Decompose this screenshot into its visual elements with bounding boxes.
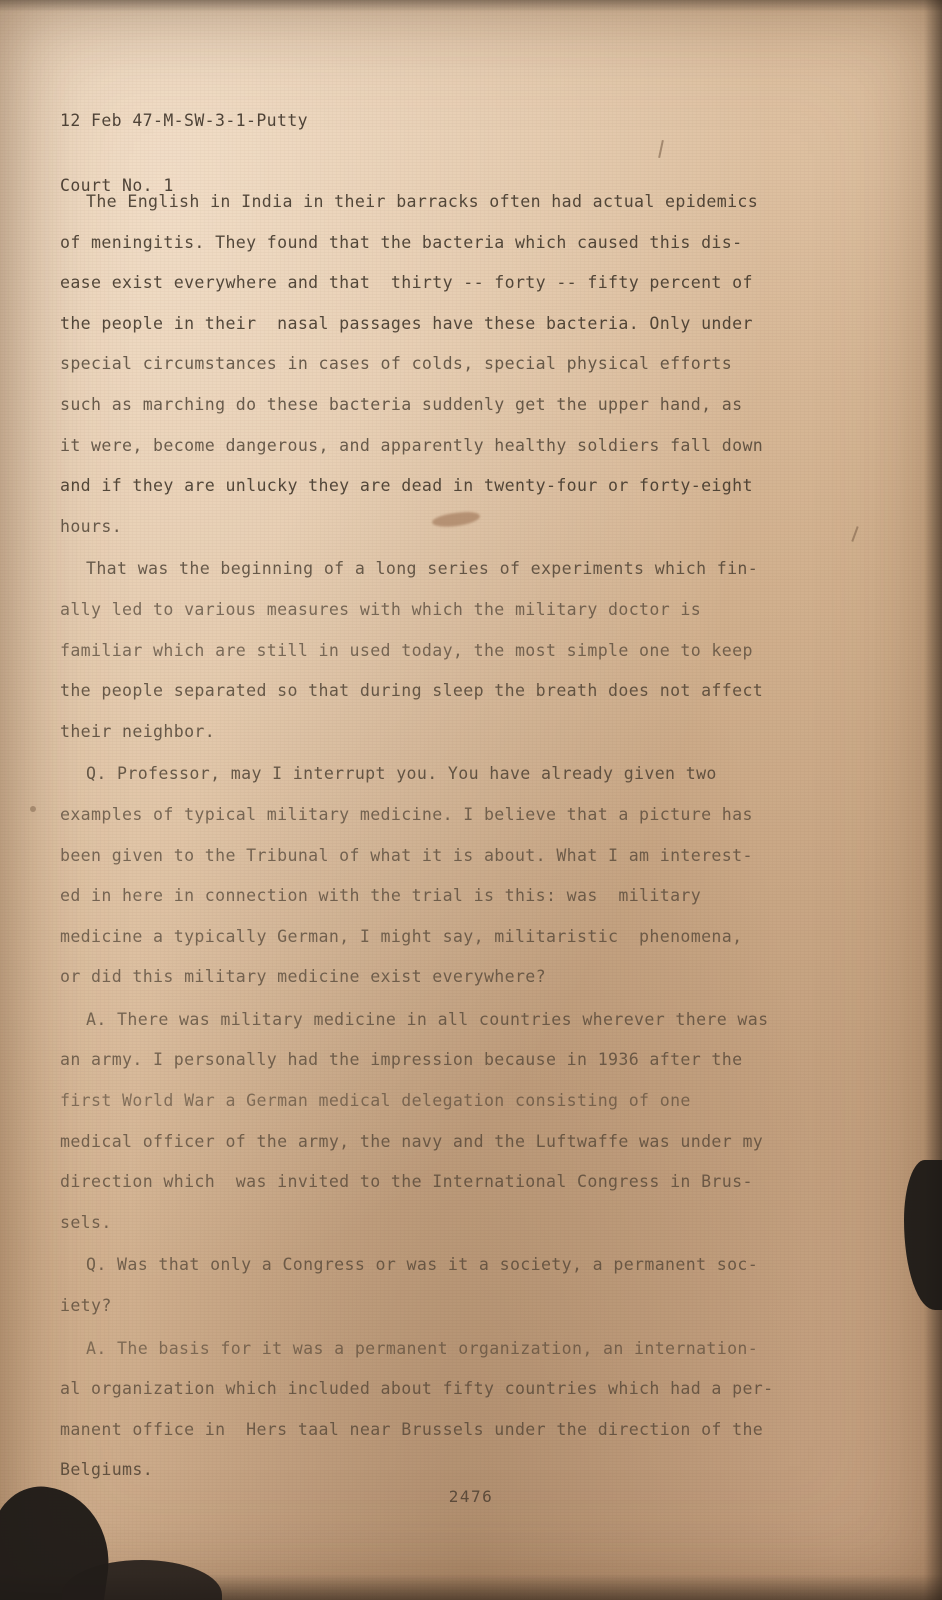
header-line-court: Court No. 1 [60, 175, 174, 195]
paragraph [60, 182, 890, 547]
text-line: A. There was military medicine in all countries wherever there was [86, 1009, 769, 1029]
text-line: The English in India in their barracks often had actual epidemics [86, 192, 759, 211]
text-line: it were, become dangerous, and apparently healthy soldiers fall down [60, 435, 764, 455]
text-line: the people separated so that during sleep the breath does not affect [60, 681, 764, 701]
text-line: hours. [60, 516, 123, 536]
text-line: Q. Was that only a Congress or was it a society, a permanent soc- [86, 1255, 759, 1275]
paragraph [60, 1245, 890, 1326]
text-line: examples of typical military medicine. I believe that a picture has [60, 804, 753, 824]
text-line: special circumstances in cases of colds, special physical efforts [60, 354, 733, 374]
text-line: al organization which included about fifty countries which had a per- [60, 1379, 774, 1399]
text-line: Belgiums. [60, 1460, 154, 1480]
text-line: medical officer of the army, the navy and the Luftwaffe was under my [60, 1131, 764, 1151]
paragraph [60, 754, 890, 998]
scan-edge-shadow-top [0, 0, 942, 12]
text-line: ally led to various measures with which the military doctor is [60, 599, 702, 619]
text-line: That was the beginning of a long series of experiments which fin- [86, 559, 759, 579]
text-line: manent office in Hers taal near Brussels under the direction of the [60, 1419, 764, 1439]
text-line: and if they are unlucky they are dead in twenty-four or forty-eight [60, 476, 753, 496]
text-line: iety? [60, 1296, 112, 1316]
text-line: ed in here in connection with the trial is this: was military [60, 886, 702, 906]
scan-edge-shadow-right [924, 0, 942, 1600]
text-line: familiar which are still in used today, the most simple one to keep [60, 640, 753, 660]
scan-artifact-right [904, 1160, 942, 1310]
text-line: A. The basis for it was a permanent organization, an internation- [86, 1338, 759, 1358]
text-line: Q. Professor, may I interrupt you. You have already given two [86, 764, 717, 784]
header-line-case-id: 12 Feb 47-M-SW-3-1-Putty [60, 110, 309, 130]
text-line: medicine a typically German, I might say, militaristic phenomena, [60, 926, 743, 946]
text-line: ease exist everywhere and that thirty -- forty -- fifty percent of [60, 273, 753, 293]
paragraph [60, 1000, 890, 1244]
paragraph [60, 1329, 890, 1491]
transcript-body [60, 182, 890, 1493]
text-line: direction which was invited to the International Congress in Brus- [60, 1172, 753, 1192]
text-line: been given to the Tribunal of what it is about. What I am interest- [60, 845, 753, 865]
text-line: their neighbor. [60, 721, 216, 741]
text-line: first World War a German medical delegation consisting of one [60, 1091, 691, 1111]
page-number: 2476 [448, 1487, 494, 1506]
text-line: an army. I personally had the impression because in 1936 after the [60, 1050, 743, 1070]
text-line: such as marching do these bacteria suddenly get the upper hand, as [60, 394, 743, 414]
text-line: or did this military medicine exist everywhere? [60, 967, 546, 987]
stray-ink-dot [30, 806, 36, 812]
paragraph [60, 549, 890, 752]
text-line: the people in their nasal passages have these bacteria. Only under [60, 313, 753, 333]
text-line: of meningitis. They found that the bacteria which caused this dis- [60, 232, 743, 252]
text-line: sels. [60, 1212, 112, 1232]
stray-pen-mark [658, 140, 664, 158]
